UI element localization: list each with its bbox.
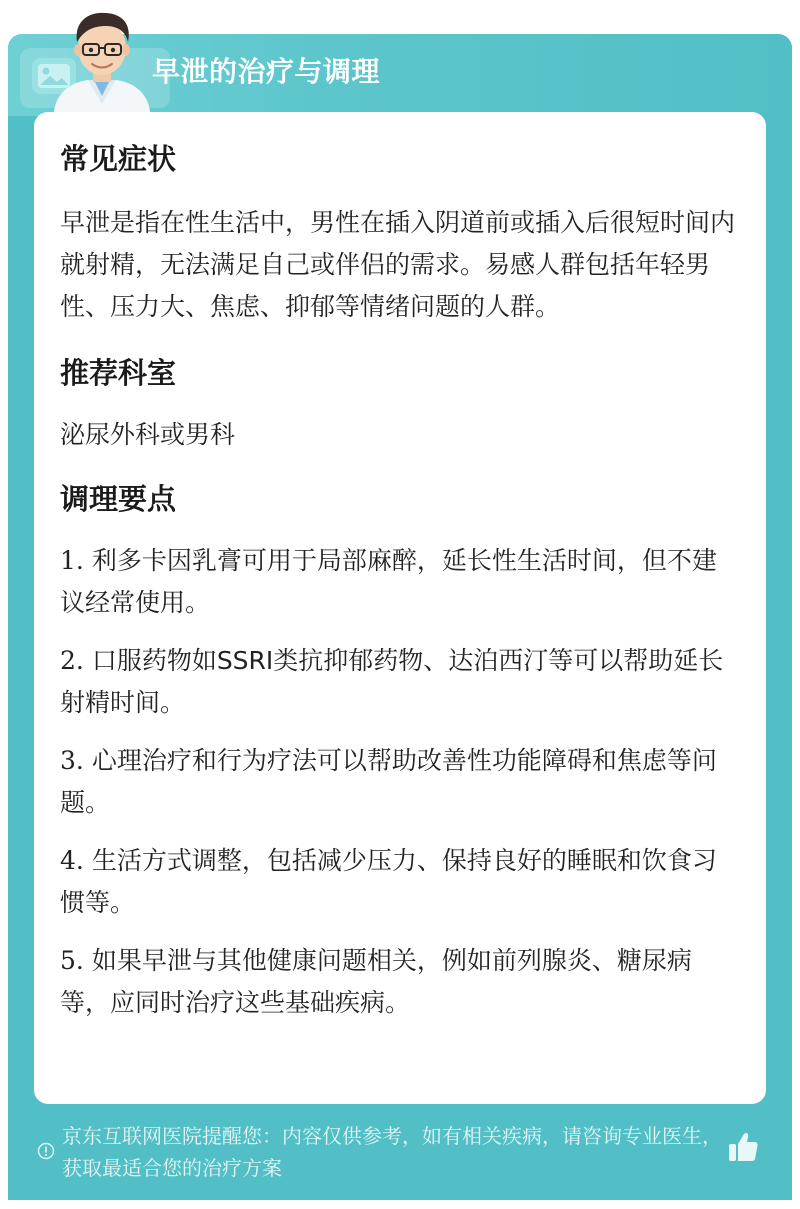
- section-title-tips: 调理要点: [60, 482, 177, 516]
- department-text: 泌尿外科或男科: [60, 420, 236, 449]
- list-item-number: 3.: [60, 746, 84, 775]
- page-title: 早泄的治疗与调理: [152, 55, 381, 88]
- list-item-number: 1.: [60, 546, 84, 575]
- list-item-text: 利多卡因乳膏可用于局部麻醉，延长性生活时间，但不建议经常使用。: [60, 546, 717, 617]
- list-item-text: 如果早泄与其他健康问题相关，例如前列腺炎、糖尿病等，应同时治疗这些基础疾病。: [60, 946, 692, 1017]
- symptoms-text: 早泄是指在性生活中，男性在插入阴道前或插入后很短时间内就射精，无法满足自己或伴侣的需求。易感人群包括年轻男性、压力大、焦虑、抑郁等情绪问题的人群。: [60, 208, 736, 321]
- info-circle-icon: [37, 1142, 55, 1160]
- footer-notice-text: 京东互联网医院提醒您：内容仅供参考，如有相关疾病，请咨询专业医生，获取最适合您的治疗方案: [62, 1124, 722, 1180]
- list-item: [60, 840, 740, 924]
- content-body: [60, 132, 740, 1024]
- list-item: [60, 940, 740, 1024]
- list-item-text: 心理治疗和行为疗法可以帮助改善性功能障碍和焦虑等问题。: [60, 746, 717, 817]
- list-item: [60, 740, 740, 824]
- list-item-number: 2.: [60, 646, 84, 675]
- section-title-department: 推荐科室: [60, 356, 177, 390]
- list-item-text: 口服药物如SSRI类抗抑郁药物、达泊西汀等可以帮助延长射精时间。: [60, 646, 724, 717]
- footer-notice: [34, 1120, 774, 1190]
- list-item-text: 生活方式调整，包括减少压力、保持良好的睡眠和饮食习惯等。: [60, 846, 717, 917]
- list-item: [60, 640, 740, 724]
- section-title-symptoms: 常见症状: [60, 142, 177, 176]
- list-item: [60, 540, 740, 624]
- doctor-avatar-icon: [48, 8, 156, 112]
- thumbs-up-icon[interactable]: [726, 1130, 760, 1164]
- content-card: [34, 112, 766, 1104]
- list-item-number: 4.: [60, 846, 84, 875]
- list-item-number: 5.: [60, 946, 84, 975]
